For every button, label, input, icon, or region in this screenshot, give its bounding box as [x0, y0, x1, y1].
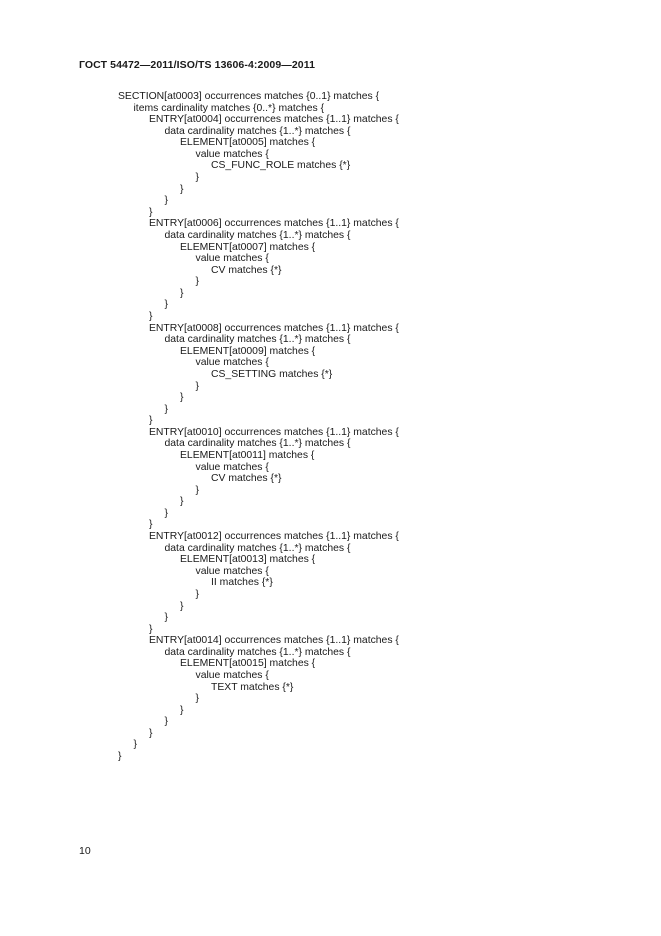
code-line: ELEMENT[at0011] matches {: [180, 449, 315, 461]
code-line: ENTRY[at0008] occurrences matches {1..1} matches {: [149, 322, 399, 334]
code-line: }: [149, 623, 153, 635]
code-line: }: [180, 287, 184, 299]
code-line: }: [164, 612, 168, 624]
code-line: }: [149, 415, 153, 427]
code-line: ENTRY[at0006] occurrences matches {1..1} matches {: [149, 218, 399, 230]
code-line: SECTION[at0003] occurrences matches {0..1} matches {: [118, 91, 380, 102]
page-header-standard: ГОСТ 54472—2011/ISO/TS 13606-4:2009—2011: [79, 59, 316, 71]
code-line: }: [118, 751, 122, 763]
code-line: value matches {: [195, 461, 269, 473]
code-line: }: [195, 484, 199, 496]
code-line: }: [133, 739, 137, 751]
code-line: }: [149, 727, 153, 739]
code-line: }: [180, 392, 184, 404]
code-line: ENTRY[at0004] occurrences matches {1..1} matches {: [149, 114, 399, 126]
code-line: }: [195, 172, 199, 184]
page-number: 10: [79, 845, 91, 857]
code-line: data cardinality matches {1..*} matches {: [164, 646, 351, 658]
code-line: }: [195, 588, 199, 600]
code-line: }: [164, 299, 168, 311]
code-line: data cardinality matches {1..*} matches {: [164, 438, 351, 450]
code-line: }: [195, 380, 199, 392]
code-line: value matches {: [195, 253, 269, 265]
code-line: data cardinality matches {1..*} matches {: [164, 229, 351, 241]
code-line: }: [180, 183, 184, 195]
code-line: }: [180, 704, 184, 716]
code-line: value matches {: [195, 565, 269, 577]
code-line: ELEMENT[at0015] matches {: [180, 658, 316, 670]
code-line: value matches {: [195, 148, 269, 160]
code-line: CS_FUNC_ROLE matches {*}: [211, 160, 351, 172]
code-line: ELEMENT[at0009] matches {: [180, 345, 316, 357]
code-line: data cardinality matches {1..*} matches {: [164, 542, 351, 554]
code-line: }: [164, 507, 168, 519]
code-line: value matches {: [195, 670, 269, 681]
code-line: }: [195, 693, 199, 705]
code-line: ELEMENT[at0013] matches {: [180, 554, 316, 566]
code-line: TEXT matches {*}: [211, 681, 294, 693]
code-line: }: [149, 311, 153, 323]
code-line: ENTRY[at0012] occurrences matches {1..1} matches {: [149, 531, 399, 543]
code-line: value matches {: [195, 357, 269, 369]
code-line: }: [164, 195, 168, 207]
code-line: }: [180, 600, 184, 612]
code-line: data cardinality matches {1..*} matches {: [164, 334, 351, 346]
code-line: ELEMENT[at0005] matches {: [180, 137, 316, 149]
code-line: CS_SETTING matches {*}: [211, 368, 333, 380]
code-line: }: [149, 519, 153, 531]
code-line: data cardinality matches {1..*} matches {: [164, 125, 351, 137]
code-line: CV matches {*}: [211, 473, 282, 485]
code-line: ENTRY[at0014] occurrences matches {1..1} matches {: [149, 635, 399, 647]
code-line: }: [195, 276, 199, 288]
code-line: II matches {*}: [211, 577, 273, 589]
code-line: }: [164, 716, 168, 728]
code-line: }: [180, 496, 184, 508]
code-line: }: [149, 206, 153, 218]
code-line: CV matches {*}: [211, 264, 282, 276]
code-line: }: [164, 403, 168, 415]
code-line: ENTRY[at0010] occurrences matches {1..1} matches {: [149, 426, 399, 438]
code-line: items cardinality matches {0..*} matches {: [133, 102, 325, 114]
code-line: ELEMENT[at0007] matches {: [180, 241, 316, 253]
